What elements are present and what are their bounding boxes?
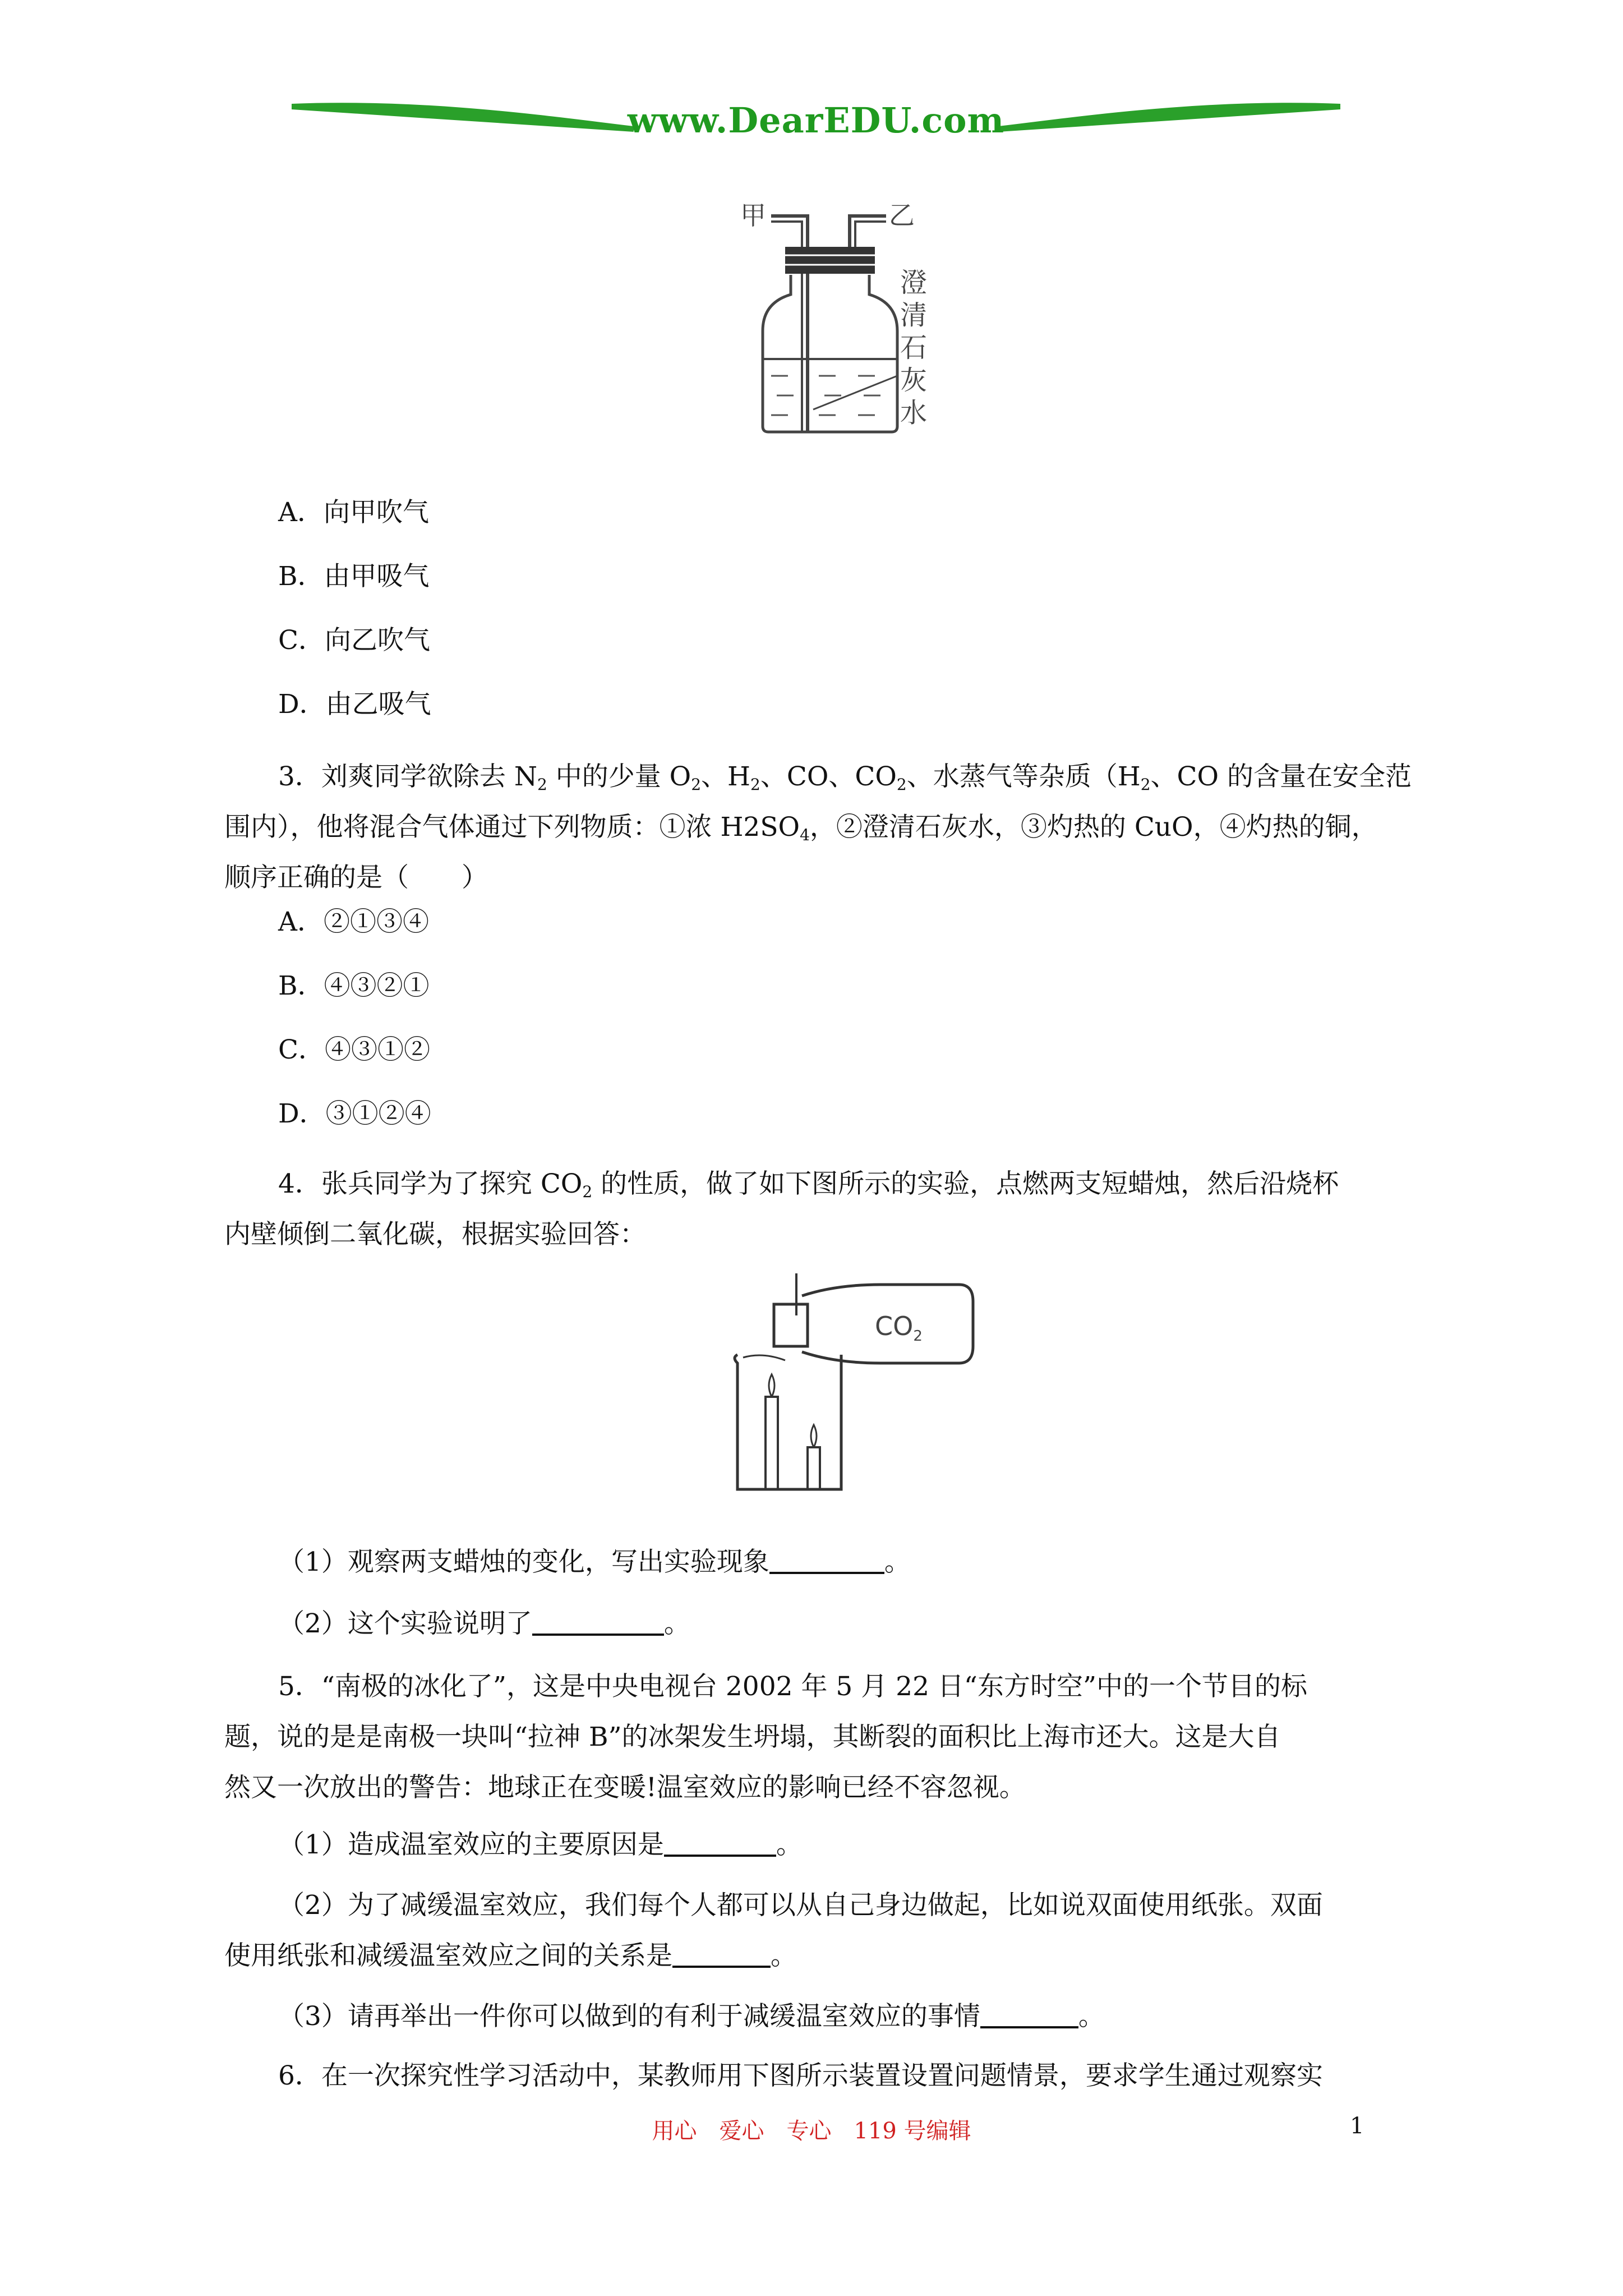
gas-bottle-figure <box>729 191 953 438</box>
q3-line-2: 围内），他将混合气体通过下列物质：①浓 $H2SO_4$，②澄清石灰水，③灼热的 CuO，④灼热的铜， <box>224 812 1378 844</box>
label-yi: 乙 <box>889 200 915 231</box>
q2-option-a[interactable]: A．向甲吹气 <box>278 497 429 528</box>
q4-sub-2: （2）这个实验说明了 。 <box>278 1608 690 1639</box>
q2-option-b[interactable]: B．由甲吸气 <box>278 561 430 592</box>
q4-sub1-blank[interactable] <box>769 1547 884 1574</box>
q5-line-2: 题，说的是是南极一块叫“拉神 B”的冰架发生坍塌，其断裂的面积比上海市还大。这是大自 <box>224 1722 1281 1752</box>
site-header <box>292 90 1340 157</box>
co2-beaker-drawing <box>712 1262 981 1498</box>
q5-line-3: 然又一次放出的警告：地球正在变暖!温室效应的影响已经不容忽视。 <box>224 1772 1026 1803</box>
limewater-label: 澄 清 石 灰 水 <box>900 267 928 429</box>
q3-option-c[interactable]: C．④③①② <box>278 1034 430 1065</box>
q5-sub-2-line-2: 使用纸张和减缓温室效应之间的关系是 。 <box>224 1940 797 1971</box>
q6-line-1: 6．在一次探究性学习活动中，某教师用下图所示装置设置问题情景，要求学生通过观察实 <box>278 2060 1323 2091</box>
q5-sub1-blank[interactable] <box>664 1830 776 1857</box>
page-number: 1 <box>1350 2113 1364 2139</box>
q3-option-a[interactable]: A．②①③④ <box>278 907 429 937</box>
page-footer: 用心 爱心 专心 119 号编辑 <box>652 2118 971 2144</box>
q4-sub2-blank[interactable] <box>532 1609 664 1636</box>
label-jia: 甲 <box>740 200 766 231</box>
q3-option-b[interactable]: B．④③②① <box>278 970 430 1001</box>
q5-sub3-blank[interactable] <box>980 2001 1078 2028</box>
q5-sub2-blank[interactable] <box>672 1941 771 1968</box>
q5-line-1: 5．“南极的冰化了”，这是中央电视台 2002 年 5 月 22 日“东方时空”中的一个节目的标 <box>278 1671 1307 1702</box>
q5-sub-2-line-1: （2）为了减缓温室效应，我们每个人都可以从自己身边做起，比如说双面使用纸张。双面 <box>278 1890 1323 1921</box>
q4-sub-1: （1）观察两支蜡烛的变化，写出实验现象 。 <box>278 1547 911 1577</box>
q5-sub-3: （3）请再举出一件你可以做到的有利于减缓温室效应的事情 。 <box>278 2001 1105 2032</box>
q3-line-3: 顺序正确的是（ ） <box>224 862 488 893</box>
co2-beaker-figure <box>712 1262 981 1498</box>
q5-sub-1: （1）造成温室效应的主要原因是 。 <box>278 1829 803 1860</box>
q3-option-d[interactable]: D．③①②④ <box>278 1098 431 1129</box>
q2-option-d[interactable]: D．由乙吸气 <box>278 689 431 720</box>
q4-line-2: 内壁倾倒二氧化碳，根据实验回答： <box>224 1219 646 1250</box>
q4-line-1: 4．张兵同学为了探究 $CO_2$ 的性质，做了如下图所示的实验，点燃两支短蜡烛，然后沿烧杯 <box>278 1168 1339 1201</box>
site-url[interactable]: www.DearEDU.com <box>627 100 1005 141</box>
q3-line-1: 3．刘爽同学欲除去 $N_2$ 中的少量 $O_2$、$H_2$、CO、$CO_2$、水蒸气等杂质（$H_2$、CO 的含量在安全范 <box>278 761 1412 794</box>
q2-option-c[interactable]: C．向乙吹气 <box>278 625 430 656</box>
co2-bottle-label: $CO_2$ <box>875 1311 923 1345</box>
